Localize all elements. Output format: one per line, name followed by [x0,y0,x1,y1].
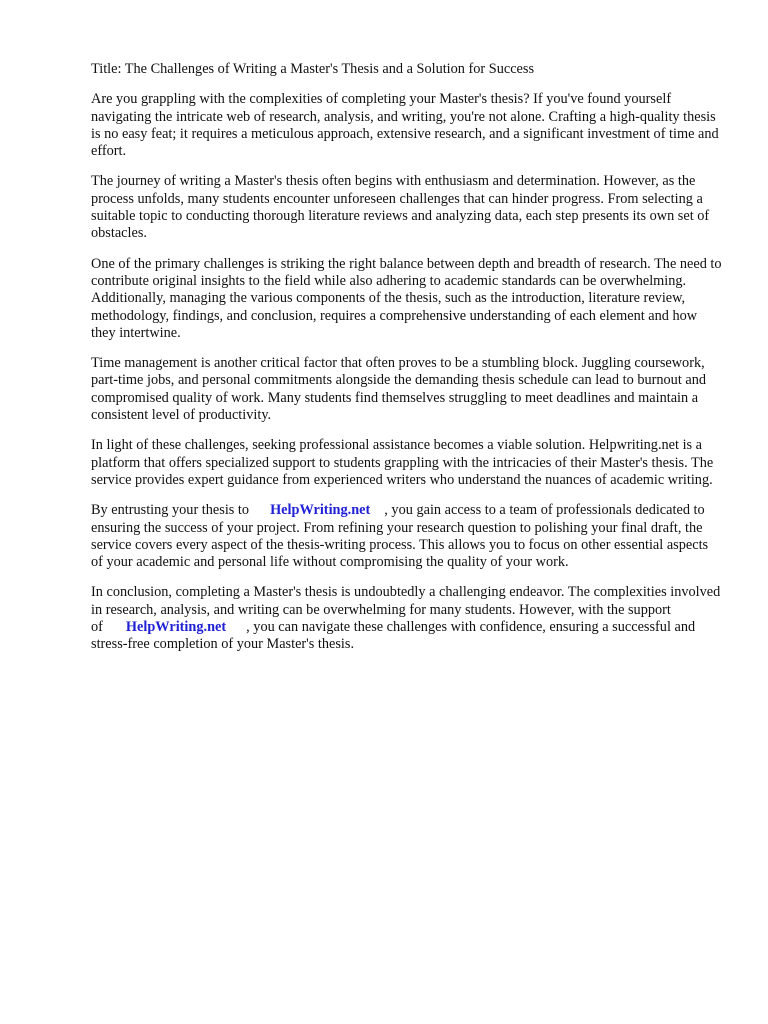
paragraph-entrusting-before: By entrusting your thesis to [91,502,250,519]
helpwriting-link[interactable]: HelpWriting.net [270,502,371,519]
paragraph-intro: Are you grappling with the complexities of completing your Master's thesis? If you've found yourself navigating the intricate web of research, analysis, and writing, you're not alone. Crafting a high-quality thesis is no easy feat; it requires a meticulous approach, extensive research, and a significant investment of time and effort. [91,91,719,160]
document-title: Title: The Challenges of Writing a Master's Thesis and a Solution for Success [91,61,535,77]
paragraph-conclusion [91,584,722,653]
paragraph-entrusting [91,502,722,571]
paragraph-conclusion-after: , you can navigate these challenges with confidence, ensuring a successful and stress-free completion of your Master's thesis. [91,619,696,653]
paragraph-journey: The journey of writing a Master's thesis often begins with enthusiasm and determination. However, as the process unfolds, many students encounter unforeseen challenges that can hinder progress. From selecting a suitable topic to conducting thorough literature reviews and analyzing data, each step presents its own set of obstacles. [91,173,710,242]
paragraph-assistance: In light of these challenges, seeking professional assistance becomes a viable solution. Helpwriting.net is a platform that offers specialized support to students grappling with the intricacies of their Master's thesis. The service provides expert guidance from experienced writers who understand the nuances of academic writing. [91,437,714,488]
paragraph-challenges: One of the primary challenges is striking the right balance between depth and breadth of research. The need to contribute original insights to the field while also adhering to academic standards can be overwhelming. Additionally, managing the various components of the thesis, such as the introduction, literature review, methodology, findings, and conclusion, requires a comprehensive understanding of each element and how they intertwine. [91,255,722,341]
helpwriting-link-conclusion[interactable]: HelpWriting.net [125,619,227,636]
paragraph-entrusting-after: , you gain access to a team of professionals dedicated to ensuring the success of your project. From refining your research question to polishing your final draft, the service covers every aspect of the thesis-writing process. This allows you to focus on other essential aspects of your academic and personal life without compromising the quality of your work. [91,502,709,571]
paragraph-time-management: Time management is another critical factor that often proves to be a stumbling block. Juggling coursework, part-time jobs, and personal commitments alongside the demanding thesis schedule can lead to burnout and compromised quality of work. Many students find themselves struggling to meet deadlines and maintain a consistent level of productivity. [91,355,707,424]
paragraph-conclusion-before: In conclusion, completing a Master's thesis is undoubtedly a challenging endeavor. The complexities involved in research, analysis, and writing can be overwhelming for many students. However, with the support of [91,584,721,636]
